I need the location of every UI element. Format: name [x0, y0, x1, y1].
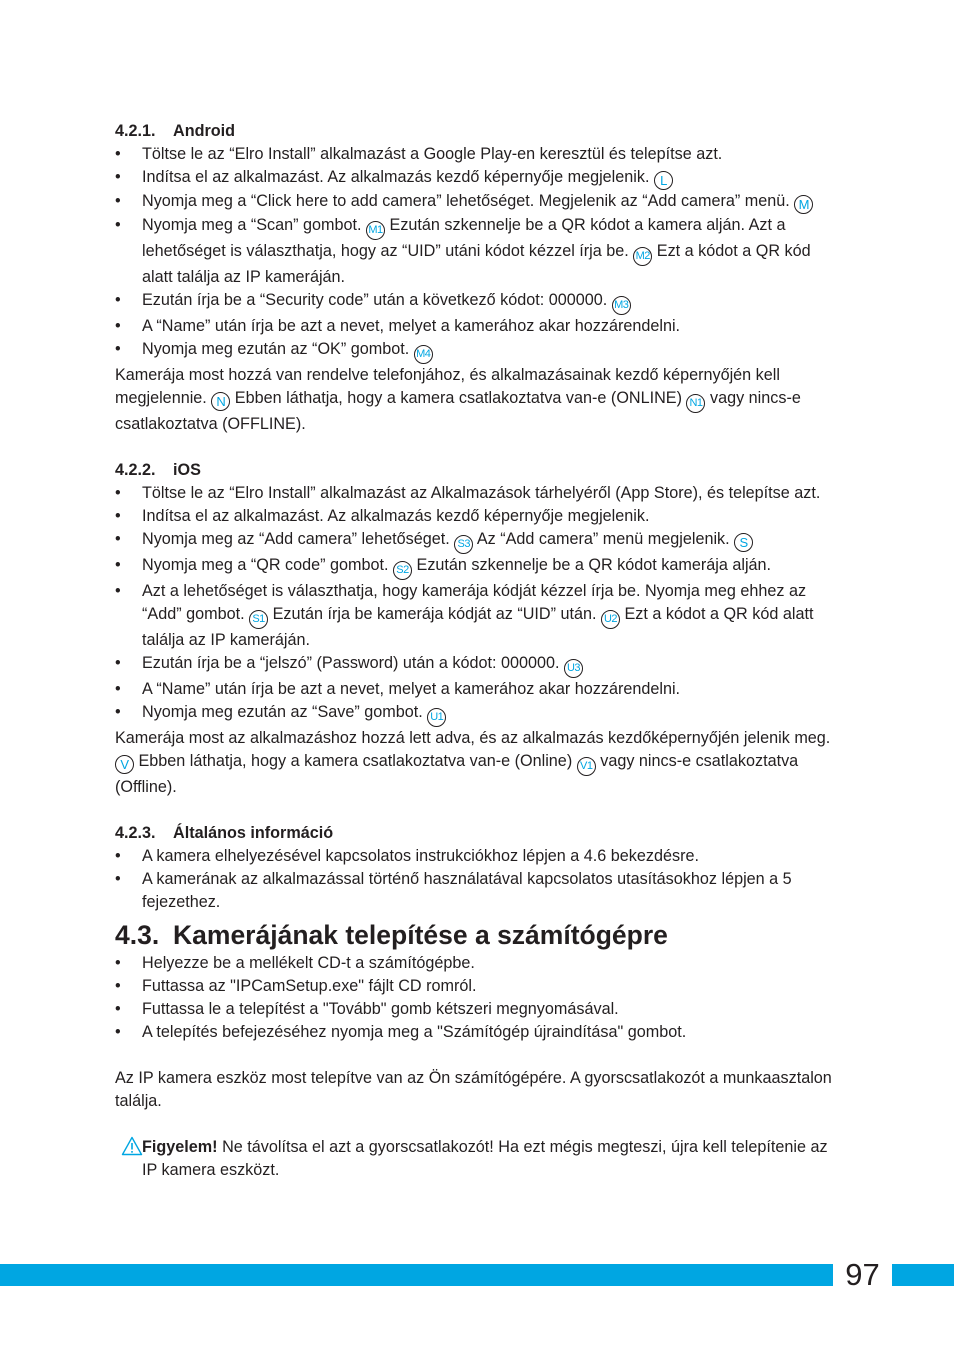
spacer: [115, 1113, 840, 1136]
spacer: [115, 436, 840, 459]
heading-title: Android: [173, 122, 236, 140]
list-item: • A telepítés befejezéséhez nyomja meg a "Számítógép újraindítása" gombot.: [115, 1021, 840, 1044]
page-content: [115, 120, 840, 1182]
footer-bar: [0, 1264, 954, 1286]
pc-install-summary: Az IP kamera eszköz most telepítve van az Ön számítógépére. A gyorscsatlakozót a munkaasztalon találja.: [115, 1069, 832, 1110]
screen-ref-badge: M4: [414, 345, 433, 364]
screen-ref-badge: U3: [564, 659, 583, 678]
step-text: Nyomja meg ezután az “Save” gombot.: [142, 703, 423, 721]
para-text: vagy nincs-e csatlakoztatva (OFFLINE).: [115, 389, 801, 433]
screen-ref-badge: S: [734, 533, 753, 552]
warning-icon: [121, 1136, 143, 1156]
pc-install-steps: [115, 952, 840, 1044]
ios-summary: [115, 727, 840, 799]
warning-label: Figyelem!: [142, 1138, 218, 1156]
warning-note: [115, 1136, 840, 1182]
para-text: Kamerája most hozzá van rendelve telefonjához, és alkalmazásainak kezdő képernyőjén kell megjelennie.: [115, 366, 780, 407]
step-text: Ezután írja be kamerája kódját az “UID” után.: [272, 605, 597, 623]
step-text: Nyomja meg az “Add camera” lehetőséget.: [142, 530, 450, 548]
step-text: A “Name” után írja be azt a nevet, melyet a kamerához akar hozzárendelni.: [142, 317, 681, 335]
list-item: • Futtassa le a telepítést a "Tovább" gomb kétszeri megnyomásával.: [115, 998, 840, 1021]
step-text: Ezután szkennelje be a QR kódot kamerája alján.: [416, 556, 772, 574]
step-text: Nyomja meg ezután az “OK” gombot.: [142, 340, 410, 358]
list-item: [115, 166, 840, 190]
para-text: vagy nincs-e csatlakoztatva (Offline).: [115, 752, 799, 796]
heading-title: Általános információ: [173, 824, 334, 842]
list-item: • A kamerának az alkalmazással történő használatával kapcsolatos utasításokhoz lépjen a 5 fejezethez.: [115, 868, 840, 914]
heading-title: Kamerájának telepítése a számítógépre: [173, 920, 668, 950]
heading-number: 4.3.: [115, 920, 160, 950]
screen-ref-badge: N: [211, 392, 230, 411]
para-text: Kamerája most az alkalmazáshoz hozzá lett adva, és az alkalmazás kezdőképernyőjén jelenik meg.: [115, 729, 831, 747]
screen-ref-badge: U2: [601, 610, 620, 629]
list-item: [115, 580, 840, 652]
screen-ref-badge: N1: [686, 394, 705, 413]
screen-ref-badge: M2: [633, 247, 652, 266]
list-item: • Futtassa az "IPCamSetup.exe" fájlt CD romról.: [115, 975, 840, 998]
heading-title: iOS: [173, 461, 201, 479]
page-number: 97: [833, 1257, 892, 1293]
step-text: Töltse le az “Elro Install” alkalmazást a Google Play-en keresztül és telepítse azt.: [142, 145, 723, 163]
android-summary: [115, 364, 840, 436]
list-item: [115, 482, 840, 505]
list-item: [115, 143, 840, 166]
general-list: [115, 845, 840, 914]
android-steps: [115, 143, 840, 364]
list-item: [115, 678, 840, 701]
heading-number: 4.2.3.: [115, 824, 156, 842]
list-item: • A kamera elhelyezésével kapcsolatos instrukciókhoz lépjen a 4.6 bekezdésre.: [115, 845, 840, 868]
step-text: Nyomja meg a “QR code” gombot.: [142, 556, 389, 574]
step-text: Ezután írja be a “jelszó” (Password) után a kódot: 000000.: [142, 654, 560, 672]
list-item: [115, 505, 840, 528]
list-item: • Helyezze be a mellékelt CD-t a számítógépbe.: [115, 952, 840, 975]
list-item: [115, 214, 840, 289]
list-item: [115, 701, 840, 727]
warning-text: Ne távolítsa el azt a gyorscsatlakozót! Ha ezt mégis megteszi, újra kell telepítenie az IP kamera eszközt.: [142, 1138, 828, 1179]
heading-number: 4.2.1.: [115, 122, 156, 140]
list-item: [115, 190, 840, 214]
screen-ref-badge: V1: [577, 757, 596, 776]
step-text: Indítsa el az alkalmazást. Az alkalmazás kezdő képernyője megjelenik.: [142, 507, 650, 525]
step-text: A “Name” után írja be azt a nevet, melyet a kamerához akar hozzárendelni.: [142, 680, 681, 698]
step-text: Indítsa el az alkalmazást. Az alkalmazás kezdő képernyője megjelenik.: [142, 168, 650, 186]
screen-ref-badge: S1: [249, 610, 268, 629]
step-text: Ezután szkennelje be a QR kódot a kamera alján. Azt a lehetőséget is választhatja, hogy az “UID” utáni kódot kézzel írja be.: [142, 216, 786, 260]
step-text: Ezt a kódot a QR kód alatt találja az IP kameráján.: [142, 605, 814, 649]
screen-ref-badge: M3: [612, 296, 631, 315]
list-item: [115, 289, 840, 315]
step-text: Ezután írja be a “Security code” után a következő kódot: 000000.: [142, 291, 608, 309]
step-text: Nyomja meg a “Click here to add camera” lehetőséget. Megjelenik az “Add camera” menü.: [142, 192, 790, 210]
list-item: [115, 652, 840, 678]
step-text: Ezt a kódot a QR kód alatt találja az IP kameráján.: [142, 242, 811, 286]
screen-ref-badge: M1: [366, 221, 385, 240]
step-text: Az “Add camera” menü megjelenik.: [476, 530, 730, 548]
ios-steps: [115, 482, 840, 727]
step-text: Nyomja meg a “Scan” gombot.: [142, 216, 362, 234]
list-item: [115, 554, 840, 580]
heading-pc-install: [115, 918, 840, 952]
screen-ref-badge: V: [115, 755, 134, 774]
screen-ref-badge: L: [654, 171, 673, 190]
step-text: Töltse le az “Elro Install” alkalmazást az Alkalmazások tárhelyéről (App Store), és telepítse azt.: [142, 484, 821, 502]
screen-ref-badge: S3: [454, 535, 473, 554]
screen-ref-badge: S2: [393, 561, 412, 580]
heading-android: [115, 120, 840, 143]
step-text: Azt a lehetőséget is választhatja, hogy kamerája kódját kézzel írja be. Nyomja meg ehhez az “Add” gombot.: [142, 582, 807, 623]
heading-number: 4.2.2.: [115, 461, 156, 479]
spacer: [115, 799, 840, 822]
para-text: Ebben láthatja, hogy a kamera csatlakoztatva van-e (ONLINE): [234, 389, 682, 407]
heading-ios: [115, 459, 840, 482]
spacer: [115, 1044, 840, 1067]
screen-ref-badge: U1: [427, 708, 446, 727]
heading-general: [115, 822, 840, 845]
list-item: [115, 338, 840, 364]
screen-ref-badge: M: [794, 195, 813, 214]
para-text: Ebben láthatja, hogy a kamera csatlakoztatva van-e (Online): [138, 752, 573, 770]
list-item: [115, 315, 840, 338]
list-item: [115, 528, 840, 554]
